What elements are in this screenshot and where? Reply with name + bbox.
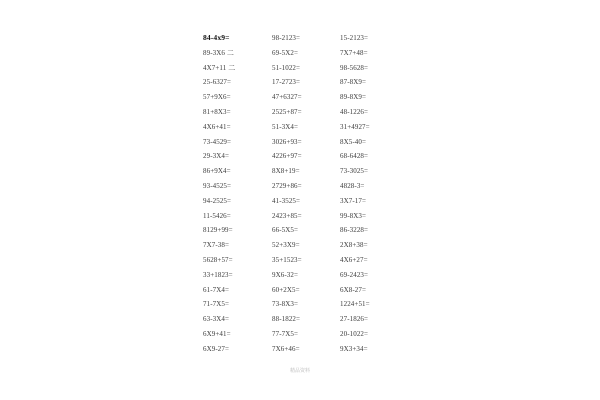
math-problem: 69-5X2= xyxy=(272,48,299,57)
math-problem: 25-6327= xyxy=(203,78,232,87)
math-problem: 7X7-38= xyxy=(203,241,230,250)
math-problem: 73-8X3= xyxy=(272,300,299,309)
math-problem: 89-3X6 二 xyxy=(203,48,234,57)
math-problem: 31+4927= xyxy=(340,122,370,131)
math-problem: 52+3X9= xyxy=(272,241,300,250)
math-problem: 4226+97= xyxy=(272,152,302,161)
math-problem: 9X6-32= xyxy=(272,270,299,279)
math-problem: 77-7X5= xyxy=(272,329,299,338)
math-problem: 60+2X5= xyxy=(272,285,300,294)
math-problem: 1224+51= xyxy=(340,300,370,309)
math-problem: 5628+57= xyxy=(203,255,233,264)
math-problem: 84-4x9= xyxy=(203,33,230,42)
math-problem: 2423+85= xyxy=(272,211,302,220)
math-problem: 63-3X4= xyxy=(203,315,230,324)
math-problem: 94-2525= xyxy=(203,196,232,205)
math-problem: 6X9+41= xyxy=(203,329,231,338)
math-problem: 73-3025= xyxy=(340,167,369,176)
math-problem: 8X8+19= xyxy=(272,167,300,176)
math-problem: 86+9X4= xyxy=(203,167,231,176)
math-problem: 71-7X5= xyxy=(203,300,230,309)
math-problem: 7X7+48= xyxy=(340,48,368,57)
math-problem: 33+1823= xyxy=(203,270,233,279)
math-problem: 87-8X9= xyxy=(340,78,367,87)
math-problem: 68-6428= xyxy=(340,152,369,161)
math-problem: 98-2123= xyxy=(272,34,301,42)
math-problem: 57+9X6= xyxy=(203,93,231,102)
math-problem: 93-4525= xyxy=(203,181,232,190)
math-problem: 2525+87= xyxy=(272,107,302,116)
math-problem: 8129+99= xyxy=(203,226,233,235)
math-problem: 4828-3= xyxy=(340,181,365,190)
math-problem: 8X5-40= xyxy=(340,137,367,146)
math-problem: 15-2123= xyxy=(340,34,369,42)
math-problem: 69-2423= xyxy=(340,270,369,279)
math-problem: 4X6+41= xyxy=(203,122,231,131)
math-problem: 51-1022= xyxy=(272,63,301,72)
page-footer: 精品资料 xyxy=(289,368,310,374)
math-problem: 9X3+34= xyxy=(340,344,368,353)
math-problem: 2729+86= xyxy=(272,181,302,190)
math-problem: 86-3228= xyxy=(340,226,369,235)
math-problem: 89-8X9= xyxy=(340,93,367,102)
math-problem: 27-1826= xyxy=(340,315,369,324)
math-problem: 51-3X4= xyxy=(272,122,299,131)
math-problem: 35+1523= xyxy=(272,255,302,264)
math-problem: 88-1822= xyxy=(272,315,301,324)
math-problem: 3X7-17= xyxy=(340,196,367,205)
math-problem: 48-1226= xyxy=(340,107,369,116)
math-problem: 4X7+11 二 xyxy=(203,63,236,72)
math-problem: 41-3525= xyxy=(272,196,301,205)
math-problem: 6X8-27= xyxy=(340,285,367,294)
math-problem: 47+6327= xyxy=(272,93,302,102)
math-problem: 81+8X3= xyxy=(203,107,231,116)
math-problem: 3026+93= xyxy=(272,137,302,146)
math-problem: 99-8X3= xyxy=(340,211,367,220)
math-problem: 66-5X5= xyxy=(272,226,299,235)
math-problem: 11-5426= xyxy=(203,211,231,220)
math-problem: 6X9-27= xyxy=(203,344,230,353)
math-problem: 29-3X4= xyxy=(203,152,230,161)
math-problem: 7X6+46= xyxy=(272,344,300,353)
math-problem: 20-1022= xyxy=(340,329,369,338)
problem-column-3 xyxy=(340,31,460,357)
math-problem: 2X8+38= xyxy=(340,241,368,250)
math-problem: 4X6+27= xyxy=(340,255,368,264)
math-problem: 73-4529= xyxy=(203,137,232,146)
math-problem: 98-5628= xyxy=(340,63,369,72)
math-problem: 17-2723= xyxy=(272,78,301,87)
math-problem: 61-7X4= xyxy=(203,285,230,294)
